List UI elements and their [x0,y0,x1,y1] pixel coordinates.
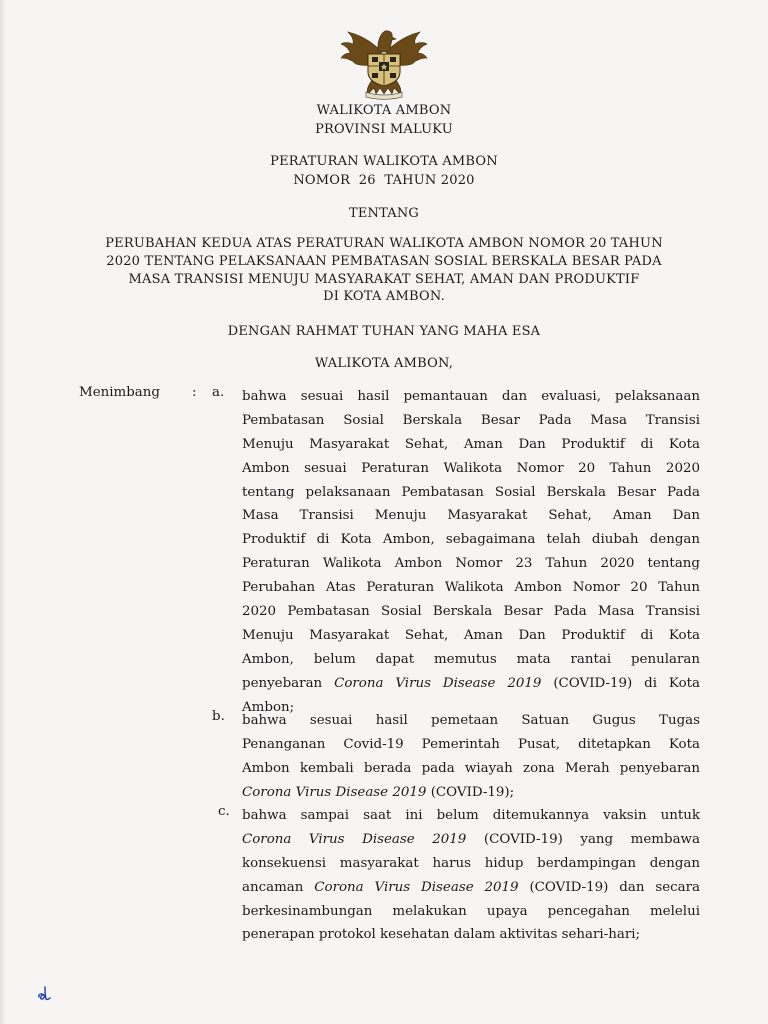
consideration-item-a [242,385,700,719]
regulation-heading [0,153,768,190]
text-line: Corona Virus Disease 2019 (COVID-19) yang membawa [242,831,700,847]
text-line: konsekuensi masyarakat harus hidup berdampingan dengan [242,855,700,871]
text-line: bahwa sampai saat ini belum ditemukannya vaksin untuk [242,808,700,823]
regulation-title: PERATURAN WALIKOTA AMBON [270,154,498,169]
item-b-marker: b. [212,709,225,724]
subject-line: 2020 TENTANG PELAKSANAAN PEMBATASAN SOSIAL BERSKALA BESAR PADA [106,253,662,269]
invocation-line [0,323,768,342]
consideration-item-b [242,709,700,805]
invocation-text: DENGAN RAHMAT TUHAN YANG MAHA ESA [227,324,541,339]
garuda-pancasila-emblem-icon [338,22,430,100]
menimbang-label: Menimbang [79,385,160,400]
item-c-marker: c. [218,804,230,819]
text-line: Ambon sesuai Peraturan Walikota Nomor 20 Tahun 2020 [242,460,700,476]
authority-province: PROVINSI MALUKU [315,121,453,137]
subject-line: DI KOTA AMBON. [323,289,445,305]
text-line: Penanganan Covid-19 Pemerintah Pusat, ditetapkan Kota [242,736,700,752]
text-line: 2020 Pembatasan Sosial Berskala Besar Pada Masa Transisi [242,604,700,620]
text-line: Masa Transisi Menuju Masyarakat Sehat, Aman Dan [242,508,700,524]
text-line: penerapan protokol kesehatan dalam aktivitas sehari-hari; [242,927,641,943]
text-line: Perubahan Atas Peraturan Walikota Ambon Nomor 20 Tahun [242,580,700,596]
authority-name: WALIKOTA AMBON [316,103,452,118]
text-line: tentang pelaksanaan Pembatasan Sosial Berskala Besar Pada [242,484,700,500]
text-line: penyebaran Corona Virus Disease 2019 (COVID-19) di Kota [242,675,700,691]
regulation-subject [0,235,768,306]
text-line: Ambon kembali berada pada wiayah zona Merah penyebaran [242,760,700,776]
text-line: Ambon, belum dapat memutus mata rantai penularan [242,651,700,667]
subject-line: MASA TRANSISI MENUJU MASYARAKAT SEHAT, AMAN DAN PRODUKTIF [128,271,640,287]
text-line: Menuju Masyarakat Sehat, Aman Dan Produktif di Kota [242,627,700,643]
issuer-line [0,355,768,374]
issuer-text: WALIKOTA AMBON, [314,356,454,371]
text-line: bahwa sesuai hasil pemetaan Satuan Gugus Tugas [242,713,700,728]
text-line: ancaman Corona Virus Disease 2019 (COVID-19) dan secara [242,879,700,895]
tentang-heading [0,205,768,224]
handwritten-initial-icon [36,984,52,1002]
authority-heading [0,102,768,139]
consideration-item-c [242,804,700,947]
text-line: bahwa sesuai hasil pemantauan dan evaluasi, pelaksanaan [242,389,700,404]
text-line: Pembatasan Sosial Berskala Besar Pada Masa Transisi [242,412,700,428]
text-line: Ambon; [242,699,295,715]
text-line: Peraturan Walikota Ambon Nomor 23 Tahun 2020 tentang [242,556,700,572]
regulation-number: NOMOR 26 TAHUN 2020 [293,172,475,188]
subject-line: PERUBAHAN KEDUA ATAS PERATURAN WALIKOTA AMBON NOMOR 20 TAHUN [105,236,663,251]
text-line: berkesinambungan melakukan upaya pencegahan melelui [242,903,700,919]
menimbang-colon: : [192,385,197,400]
tentang-label: TENTANG [348,206,420,221]
text-line: Produktif di Kota Ambon, sebagaimana telah diubah dengan [242,532,700,548]
item-a-marker: a. [212,385,225,400]
text-line: Menuju Masyarakat Sehat, Aman Dan Produktif di Kota [242,436,700,452]
text-line: Corona Virus Disease 2019 (COVID-19); [242,784,515,800]
